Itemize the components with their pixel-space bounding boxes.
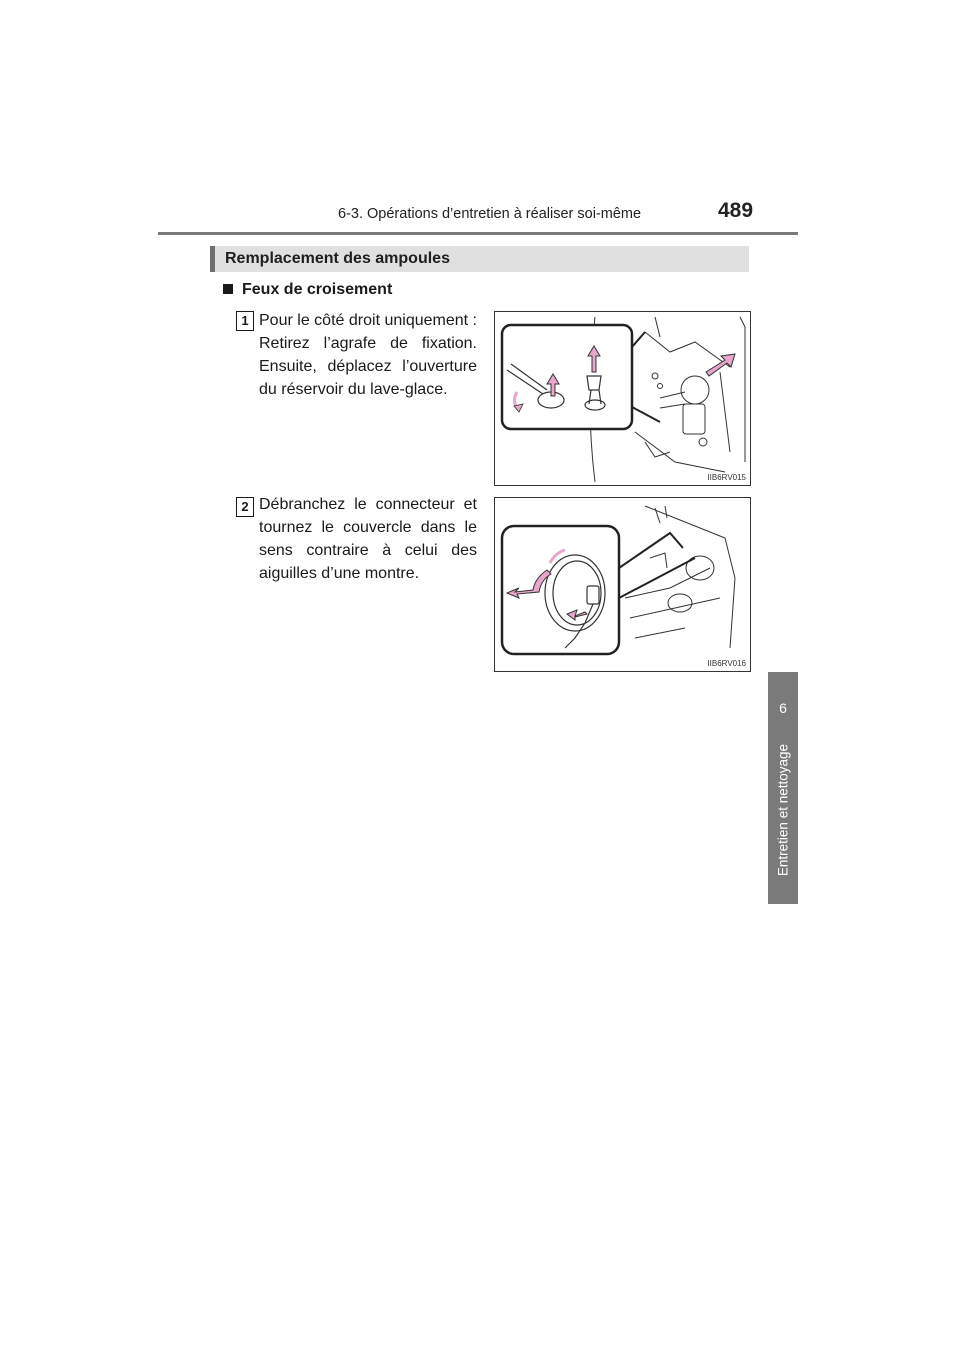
chapter-side-tab [768, 672, 798, 904]
chapter-label: Entretien et nettoyage [775, 744, 791, 877]
section-heading-accent [210, 246, 215, 272]
figure-code: IIB6RV016 [707, 659, 746, 668]
subsection-heading [223, 281, 392, 299]
step-1-illustration [494, 311, 751, 486]
header-divider [158, 232, 798, 235]
subsection-title: Feux de croisement [242, 281, 393, 298]
section-title: Remplacement des ampoules [225, 250, 450, 267]
figure-code: IIB6RV015 [707, 473, 746, 482]
step-2-illustration [494, 497, 751, 672]
clip-removal-drawing [495, 312, 750, 485]
headlamp-cover-drawing [495, 498, 750, 671]
square-bullet-icon [223, 284, 233, 294]
page-number: 489 [718, 199, 754, 222]
step-number-2: 2 [236, 497, 254, 517]
step-text-1: Pour le côté droit uniquement : Retirez l’agrafe de fixation. Ensuite, déplacez l’ouverture du réservoir du lave-glace. [259, 312, 477, 398]
chapter-number: 6 [779, 700, 787, 716]
section-heading-bar [210, 246, 749, 272]
step-text-2: Débranchez le connecteur et tournez le couvercle dans le sens contraire à celui des aiguilles d’une montre. [259, 496, 477, 582]
step-number-1: 1 [236, 311, 254, 331]
running-header-section: 6-3. Opérations d’entretien à réaliser soi-même [338, 206, 642, 222]
